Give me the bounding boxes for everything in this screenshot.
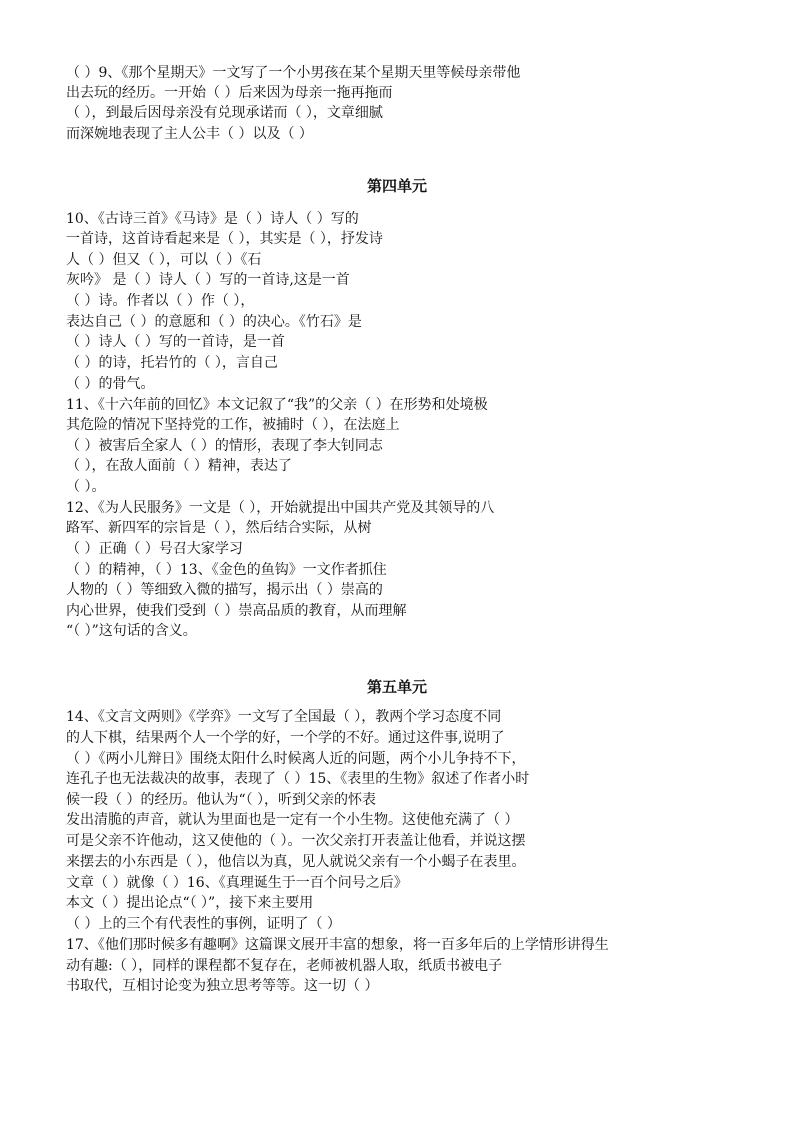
section-4-line: 表达自己（ ）的意愿和（ ）的决心。《竹石》是 [66,314,362,330]
section-4-line: （ ），在敌人面前（ ）精神，表达了 [66,458,292,474]
section-5-line: 动有趣:（ ），同样的课程都不复存在，老师被机器人取，纸质书被电子 [66,958,503,974]
section-5-line: 发出清脆的声音，就认为里面也是一定有一个小生物。这使他充满了（ ） [66,812,519,828]
section-4-line: （ ）。 [66,479,106,495]
section-5-line: 连孔子也无法裁决的故事，表现了（ ）15、《表里的生物》叙述了作者小时 [66,771,530,787]
section-4-line: （ ）的诗，托岩竹的（ ），言自己 [66,355,278,371]
section-4-line: 人物的（ ）等细致入微的描写，揭示出（ ）崇高的 [66,582,383,598]
section-4-line: 一首诗，这首诗看起来是（ ），其实是（ ），抒发诗 [66,231,383,247]
section-4-line: 人（ ）但又（ ），可以（ ）《石 [66,252,262,268]
section-5-line: 本文（ ）提出论点“（ ）”，接下来主要用 [66,895,314,911]
section-4-line: 其危险的情况下坚持党的工作，被捕时（ ），在法庭上 [66,417,400,433]
section-5-line: 17、《他们那时候多有趣啊》这篇课文展开丰富的想象，将一百多年后的上学情形讲得生 [66,937,609,953]
section-5-line: 来摆去的小东西是（ ），他信以为真，见人就说父亲有一个小蝎子在表里。 [66,854,526,870]
section-4-line: 路军、新四军的宗旨是（ ），然后结合实际，从树 [66,520,372,536]
section-4-line: （ ）被害后全家人（ ）的情形，表现了李大钊同志 [66,438,383,454]
section-3-line: （ ），到最后因母亲没有兑现承诺而（ ），文章细腻 [66,105,383,121]
section-3-line: 而深婉地表现了主人公丰（ ）以及（ ） [66,126,313,142]
section-5-line: 书取代，互相讨论变为独立思考等等。这一切（ ） [66,978,379,994]
section-3-line: 出去玩的经历。一开始（ ）后来因为母亲一拖再拖而 [66,85,393,101]
section-5-line: 文章（ ）就像（ ）16、《真理诞生于一百个问号之后》 [66,875,408,891]
section-4-line: （ ）正确（ ）号召大家学习 [66,541,243,557]
section-4-line: （ ）诗人（ ）写的一首诗，是一首 [66,334,285,350]
section-4-line: 12、《为人民服务》一文是（ ），开始就提出中国共产党及其领导的八 [66,500,495,516]
section-5-line: （ ）上的三个有代表性的事例，证明了（ ） [66,916,341,932]
section-5-line: 候一段（ ）的经历。他认为“（ ），听到父亲的怀表 [66,792,377,808]
section-5-line: 14、《文言文两则》《学弈》一文写了全国最（ ），教两个学习态度不同 [66,709,502,725]
section-4-line: （ ）诗。作者以（ ）作（ ）， [66,293,255,309]
section-3-line: （ ）9、《那个星期天》一文写了一个小男孩在某个星期天里等候母亲带他 [66,65,521,81]
section-5-line: （ ）《两小儿辩日》围绕太阳什么时候离人近的问题，两个小儿争持不下， [66,751,526,767]
section-4-line: 10、《古诗三首》《马诗》是（ ）诗人（ ）写的 [66,211,359,227]
section-4-line: 灰吟》 是（ ）诗人（ ）写的一首诗,这是一首 [66,272,350,288]
section-4-line: 11、《十六年前的回忆》本文记叙了“我”的父亲（ ）在形势和处境极 [66,397,488,413]
section-5-line: 的人下棋，结果两个人一个学的好，一个学的不好。通过这件事,说明了 [66,730,505,746]
section-4-title: 第四单元 [366,177,427,195]
section-5-line: 可是父亲不许他动，这又使他的（ ）。一次父亲打开表盖让他看，并说这摆 [66,833,526,849]
section-4-line: “（ ）”这句话的含义。 [66,623,197,639]
section-5-title: 第五单元 [366,678,427,696]
section-4-line: （ ）的骨气。 [66,376,155,392]
section-4-line: 内心世界，使我们受到（ ）崇高品质的教育，从而理解 [66,603,407,619]
section-4-line: （ ）的精神，（ ）13、《金色的鱼钩》一文作者抓住 [66,562,387,578]
